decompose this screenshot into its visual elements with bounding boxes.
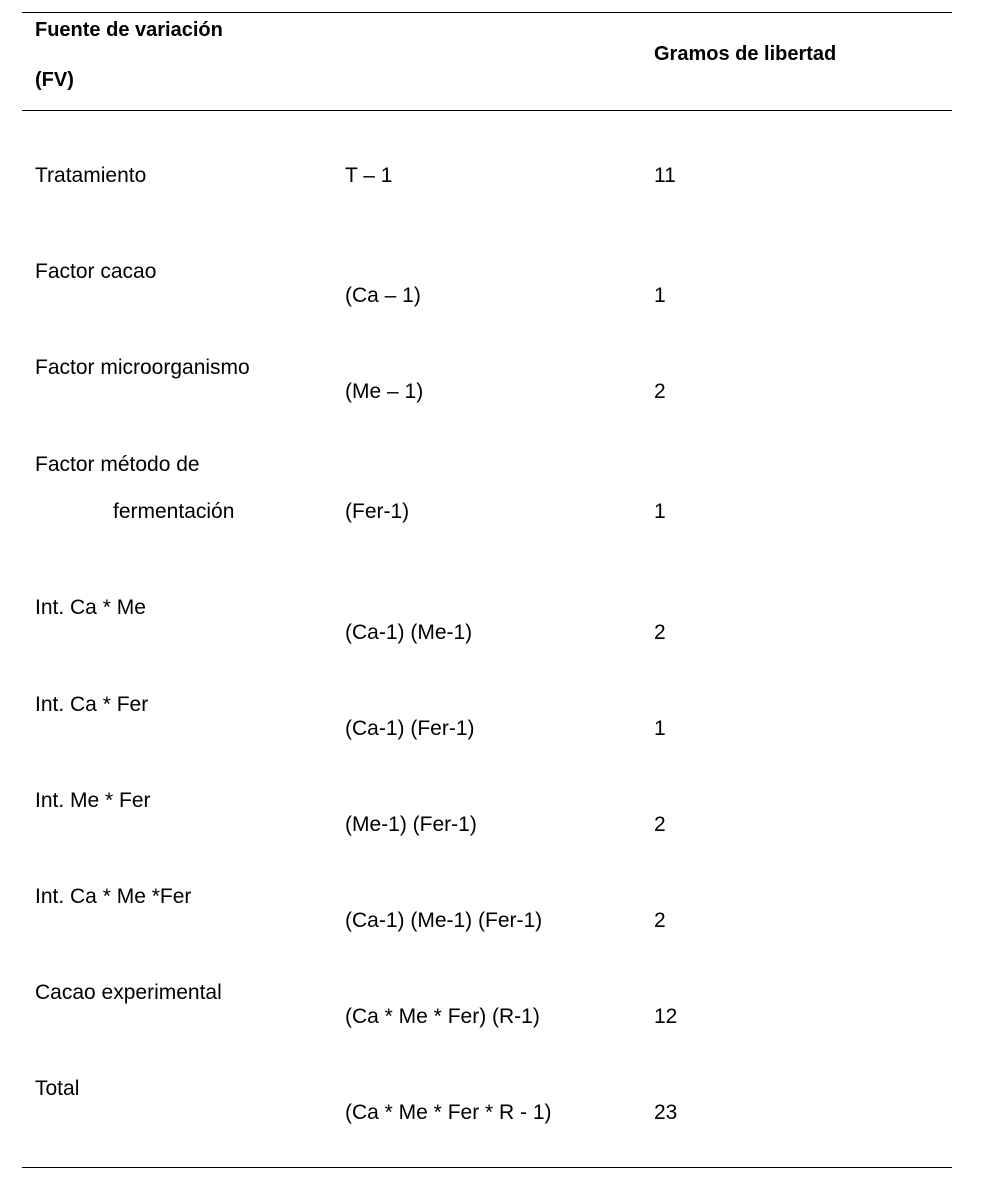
row-fuente: Tratamiento	[35, 164, 147, 187]
row-gl: 1	[654, 717, 666, 740]
row-formula: T – 1	[345, 164, 393, 187]
row-fuente: Factor microorganismo	[35, 356, 250, 379]
row-formula: (Me – 1)	[345, 380, 424, 403]
row-gl: 23	[654, 1101, 678, 1124]
row-fuente: Int. Ca * Me *Fer	[35, 885, 192, 908]
header-fv-line2: (FV)	[35, 69, 74, 91]
row-fuente: Int. Ca * Me	[35, 596, 146, 619]
row-fuente-line2: fermentación	[113, 500, 235, 523]
row-gl: 2	[654, 621, 666, 644]
row-fuente: Int. Ca * Fer	[35, 693, 149, 716]
row-formula: (Ca – 1)	[345, 284, 421, 307]
row-formula: (Ca-1) (Fer-1)	[345, 717, 475, 740]
row-fuente: Total	[35, 1077, 80, 1100]
top-rule	[22, 12, 952, 13]
row-gl: 1	[654, 284, 666, 307]
row-fuente-line1: Factor método de	[35, 453, 200, 476]
header-fv-line1: Fuente de variación	[35, 19, 223, 41]
row-formula: (Ca-1) (Me-1) (Fer-1)	[345, 909, 543, 932]
row-fuente: Cacao experimental	[35, 981, 222, 1004]
bottom-rule	[22, 1167, 952, 1168]
row-gl: 12	[654, 1005, 678, 1028]
row-fuente: Factor cacao	[35, 260, 157, 283]
row-gl: 2	[654, 909, 666, 932]
row-gl: 1	[654, 500, 666, 523]
header-gl: Gramos de libertad	[654, 43, 837, 65]
row-formula: (Ca * Me * Fer) (R-1)	[345, 1005, 540, 1028]
row-formula: (Fer-1)	[345, 500, 410, 523]
row-formula: (Ca * Me * Fer * R - 1)	[345, 1101, 552, 1124]
row-gl: 11	[654, 164, 676, 187]
row-gl: 2	[654, 813, 666, 836]
row-formula: (Ca-1) (Me-1)	[345, 621, 473, 644]
row-gl: 2	[654, 380, 666, 403]
header-rule	[22, 110, 952, 111]
row-fuente: Int. Me * Fer	[35, 789, 151, 812]
row-formula: (Me-1) (Fer-1)	[345, 813, 477, 836]
